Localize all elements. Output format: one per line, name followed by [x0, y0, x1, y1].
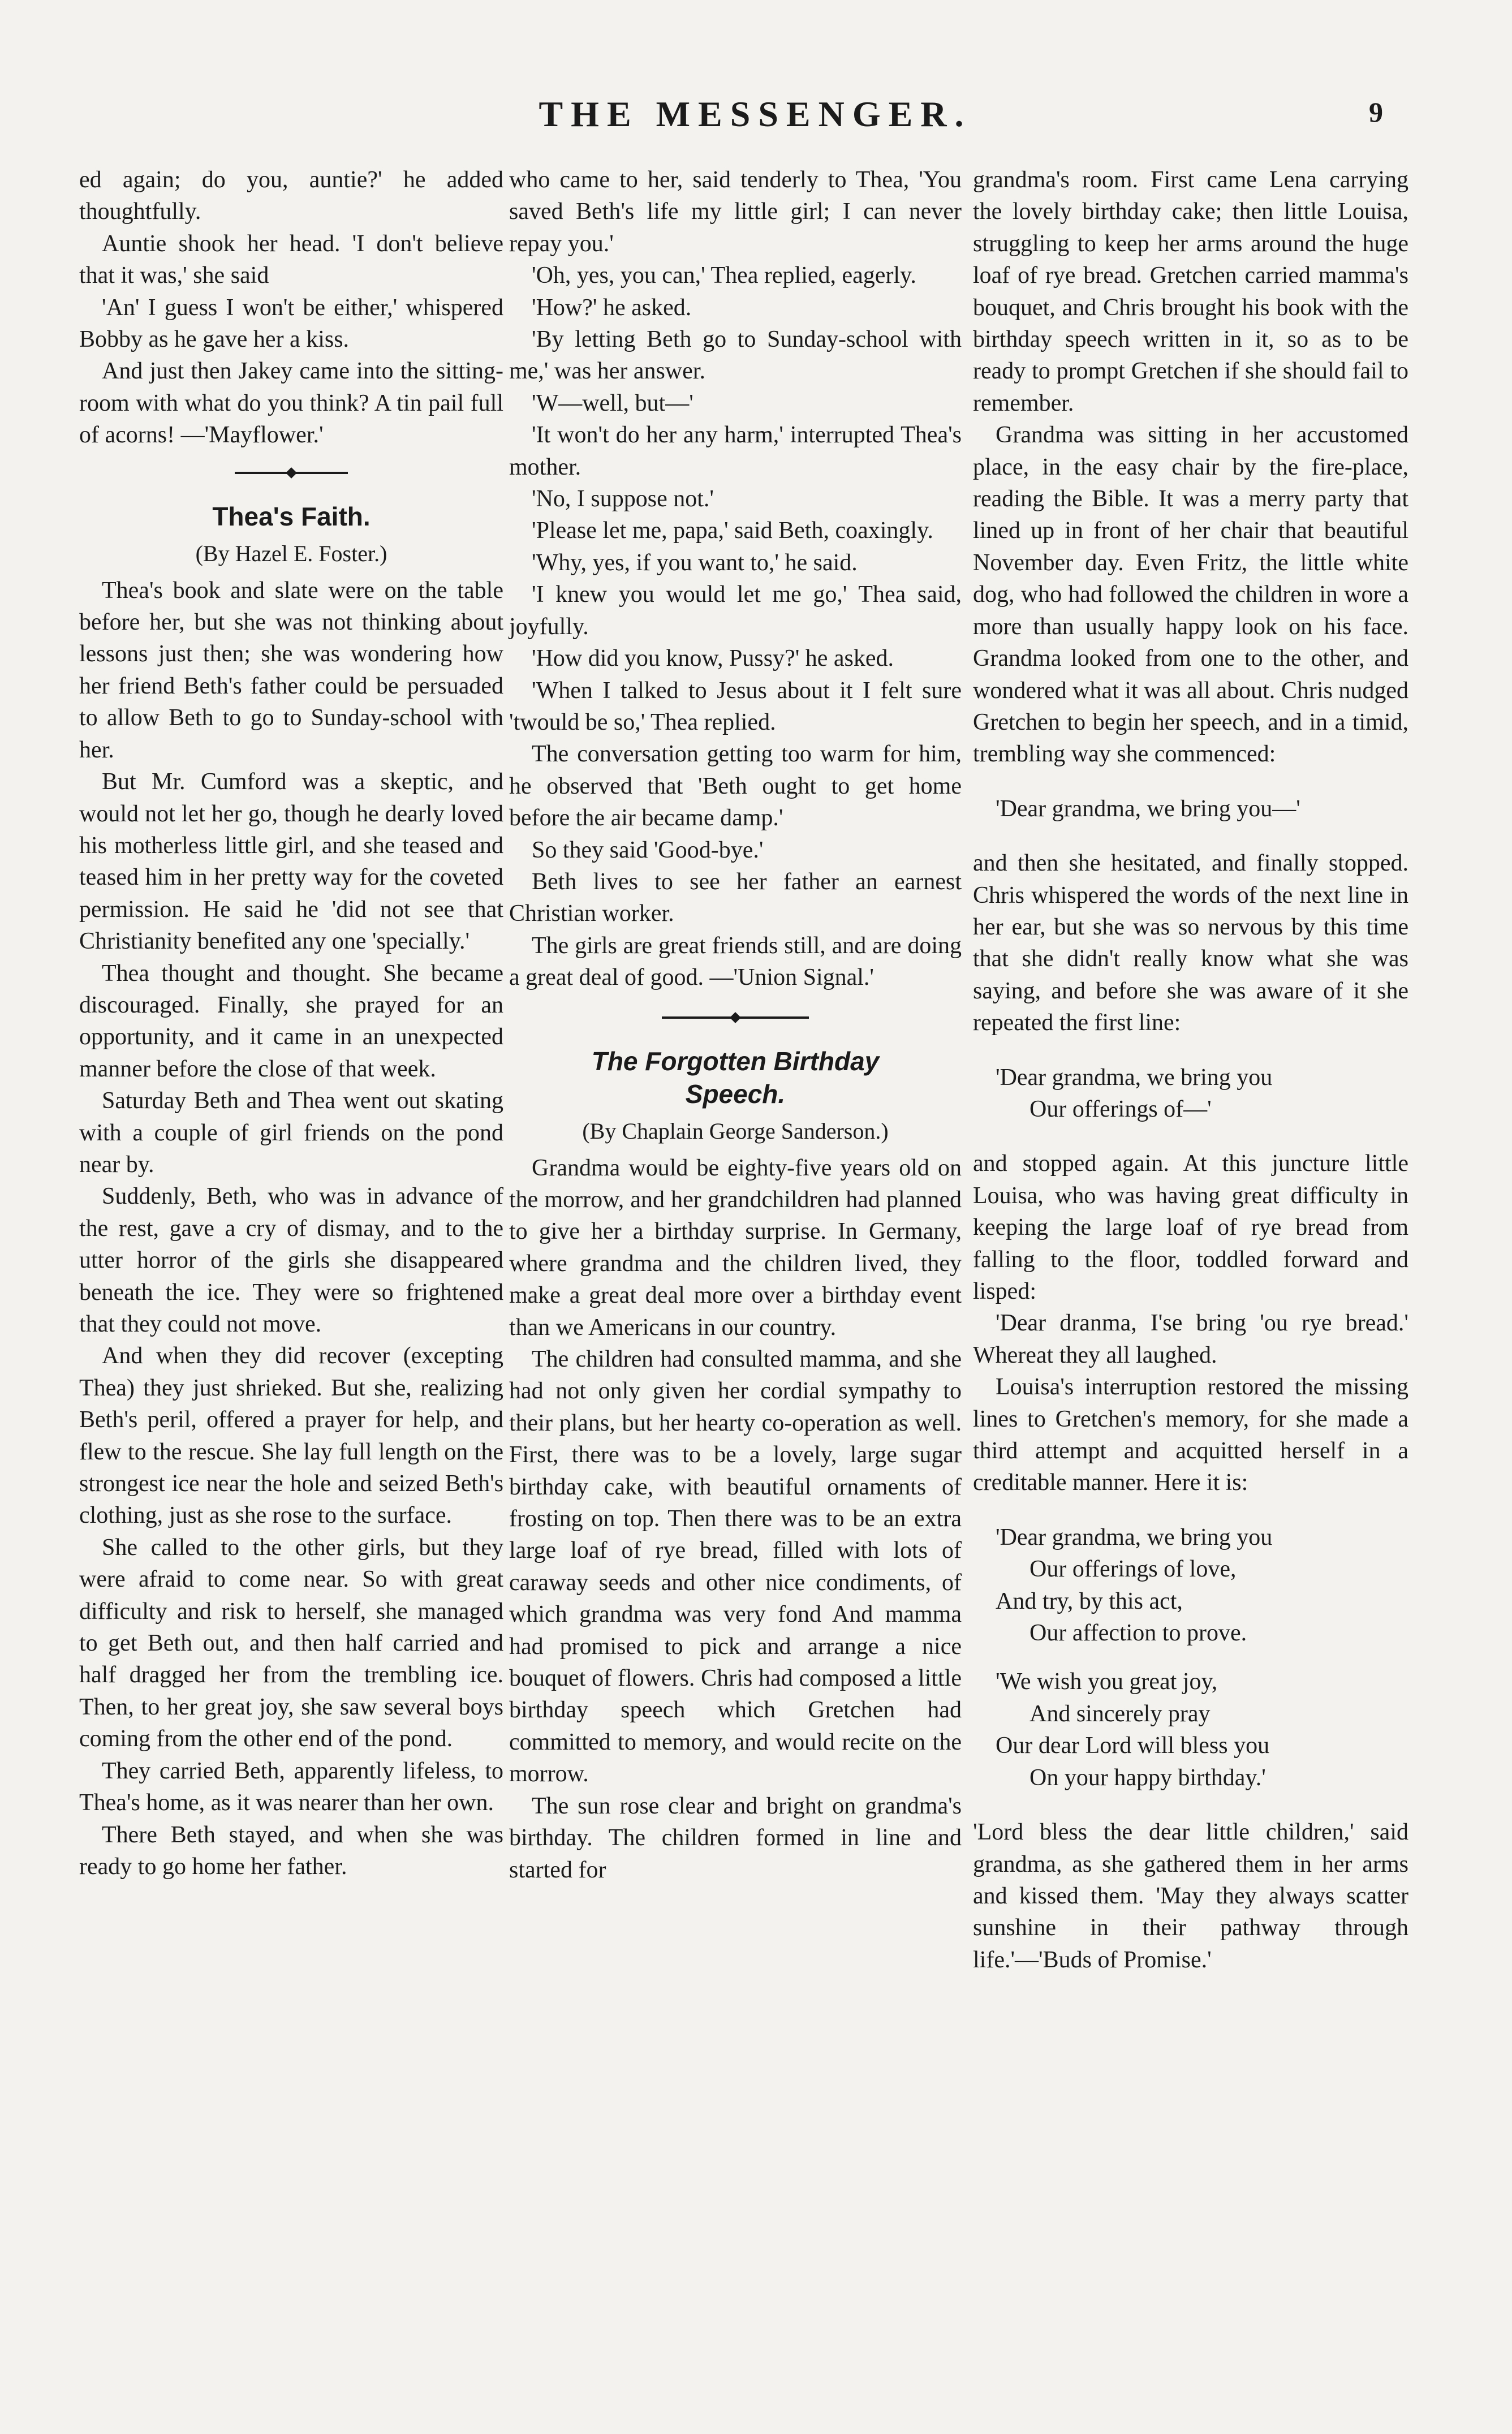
paragraph: 'I knew you would let me go,' Thea said, joyfully. — [509, 581, 962, 640]
paragraph: But Mr. Cumford was a skeptic, and would not let her go, though he dearly loved his motherless little girl, and she teased and teased him in her pretty way for the coveted permission. He said he 'did not see that Christianity benefited any one 'specially.' — [79, 769, 503, 955]
verse-line: Our affection to prove. — [1029, 1620, 1247, 1647]
paragraph: 'How did you know, Pussy?' he asked. — [532, 645, 894, 672]
verse-fragment — [996, 1062, 1408, 1126]
paragraph: 'Why, yes, if you want to,' he said. — [532, 549, 858, 576]
paragraph: Grandma was sitting in her accustomed place, in the easy chair by the fire-place, reading the Bible. It was a merry party that lined up in front of her chair that beautiful November day. Even Fritz, the little white dog, who had followed the children in wore a more than usually happy look on his face. Grandma looked from one to the other, and wondered what it was all about. Chris nudged Gretchen to begin her speech, and in a timid, trembling way she commenced: — [973, 422, 1408, 768]
verse-line: 'Dear grandma, we bring you — [996, 1064, 1273, 1091]
paragraph: who came to her, said tenderly to Thea, 'You saved Beth's life my little girl; I can never repay you.' — [509, 167, 962, 257]
paragraph: 'W—well, but—' — [532, 390, 693, 416]
paragraph: There Beth stayed, and when she was ready to go home her father. — [79, 1821, 503, 1880]
paragraph: And when they did recover (excepting Thea) they just shrieked. But she, realizing Beth's peril, offered a prayer for help, and flew to the rescue. She lay full length on the strongest ice near the hole and seized Beth's clothing, just as she rose to the surface. — [79, 1343, 503, 1529]
paragraph: Beth lives to see her father an earnest Christian worker. — [509, 868, 962, 927]
verse-line: And try, by this act, — [996, 1588, 1183, 1614]
masthead: THE MESSENGER. — [539, 94, 972, 134]
byline: (By Chaplain George Sanderson.) — [582, 1118, 889, 1144]
paragraph: The children had consulted mamma, and she had not only given her cordial sympathy to their plans, but her hearty co-operation as well. First, there was to be a lovely, large sugar birthday cake, with beautiful ornaments of frosting on top. Then there was to be an extra large loaf of rye bread, filled with lots of caraway seeds and other nice condiments, of which grandma was very fond And mamma had promised to pick and arrange a nice bouquet of flowers. Chris had composed a little birthday speech which Gretchen had committed to memory, and would recite on the morrow. — [509, 1346, 962, 1787]
section-divider — [235, 472, 348, 474]
verse-line: And sincerely pray — [1029, 1700, 1211, 1727]
paragraph: Grandma would be eighty-five years old on the morrow, and her grandchildren had planned to give her a birthday surprise. In Germany, where grandma and the children lived, they make a great deal more over a birthday event than we Americans in our country. — [509, 1154, 962, 1341]
column-2 — [509, 164, 962, 1886]
paragraph: 'Please let me, papa,' said Beth, coaxingly. — [532, 518, 933, 544]
column-1 — [79, 164, 503, 1882]
verse-fragment — [996, 793, 1408, 825]
paragraph: 'It won't do her any harm,' interrupted Thea's mother. — [509, 422, 962, 480]
column-3 — [973, 164, 1408, 1976]
paragraph: 'When I talked to Jesus about it I felt sure 'twould be so,' Thea replied. — [509, 677, 962, 735]
paragraph: Thea's book and slate were on the table before her, but she was not thinking about lessons just then; she was wondering how her friend Beth's father could be persuaded to allow Beth to go to Sunday-school with her. — [79, 577, 503, 763]
title-line: The Forgotten Birthday — [591, 1046, 880, 1076]
paragraph: She called to the other girls, but they were afraid to come near. So with great difficulty and risk to herself, she managed to get Beth out, and then half carried and half dragged her from the trembling ice. Then, to her great joy, she saw several boys coming from the other end of the pond. — [79, 1534, 503, 1752]
verse-line: Our offerings of—' — [1029, 1096, 1212, 1122]
paragraph: 'Lord bless the dear little children,' said grandma, as she gathered them in her arms and kissed them. 'May they always scatter sunshine in their pathway through life.'—'Buds of Promise.' — [973, 1819, 1408, 1973]
byline: (By Hazel E. Foster.) — [195, 540, 387, 566]
paragraph: Saturday Beth and Thea went out skating with a couple of girl friends on the pond near by. — [79, 1088, 503, 1178]
paragraph: And just then Jakey came into the sitting-room with what do you think? A tin pail full of acorns! —'Mayflower.' — [79, 358, 503, 449]
poem-stanza — [996, 1522, 1408, 1649]
verse-line: Our dear Lord will bless you — [996, 1733, 1270, 1759]
title-line: Speech. — [685, 1079, 786, 1109]
paragraph: 'By letting Beth go to Sunday-school with me,' was her answer. — [509, 326, 962, 385]
page-number: 9 — [1369, 96, 1383, 128]
verse-line: On your happy birthday.' — [1029, 1764, 1266, 1791]
paragraph: Thea thought and thought. She became discouraged. Finally, she prayed for an opportunity, and it came in an unexpected manner before the close of that week. — [79, 960, 503, 1082]
paragraph: and then she hesitated, and finally stopped. Chris whispered the words of the next line in her ear, but she was so nervous by this time that she didn't really know what she was saying, and before she was aware of it she repeated the first line: — [973, 850, 1408, 1036]
paragraph: So they said 'Good-bye.' — [532, 837, 764, 863]
paragraph: The girls are great friends still, and are doing a great deal of good. —'Union Signal.' — [509, 932, 962, 991]
verse-line: 'Dear grandma, we bring you — [996, 1524, 1273, 1550]
section-divider — [662, 1016, 809, 1019]
page-header — [0, 93, 1512, 150]
paragraph: Louisa's interruption restored the missing lines to Gretchen's memory, for she made a third attempt and acquitted herself in a creditable manner. Here it is: — [973, 1374, 1408, 1496]
paragraph: 'Dear dranma, I'se bring 'ou rye bread.' Whereat they all laughed. — [973, 1310, 1408, 1368]
paragraph: 'No, I suppose not.' — [532, 486, 714, 512]
paragraph: ed again; do you, auntie?' he added thoughtfully. — [79, 167, 503, 225]
verse-line: 'Dear grandma, we bring you—' — [996, 795, 1300, 822]
poem-stanza — [996, 1666, 1408, 1794]
paragraph: 'An' I guess I won't be either,' whispered Bobby as he gave her a kiss. — [79, 294, 503, 353]
paragraph: 'How?' he asked. — [532, 294, 692, 321]
paragraph: and stopped again. At this juncture little Louisa, who was having great difficulty in keeping the large loaf of rye bread from falling to the floor, toddled forward and lisped: — [973, 1151, 1408, 1304]
verse-line: Our offerings of love, — [1029, 1556, 1237, 1583]
story-title-forgotten-birthday-speech — [509, 1045, 962, 1110]
verse-line: 'We wish you great joy, — [996, 1669, 1218, 1695]
story-title-theas-faith: Thea's Faith. — [212, 501, 371, 531]
paragraph: Suddenly, Beth, who was in advance of the rest, gave a cry of dismay, and to the utter horror of the girls she disappeared beneath the ice. They were so frightened that they could not move. — [79, 1183, 503, 1337]
paragraph: They carried Beth, apparently lifeless, to Thea's home, as it was nearer than her own. — [79, 1757, 503, 1816]
paragraph: The conversation getting too warm for him, he observed that 'Beth ought to get home before the air became damp.' — [509, 741, 962, 832]
paragraph: grandma's room. First came Lena carrying the lovely birthday cake; then little Louisa, struggling to keep her arms around the huge loaf of rye bread. Gretchen carried mamma's bouquet, and Chris brought his book with the birthday speech written in it, so as to be ready to prompt Gretchen if she should fail to remember. — [973, 167, 1408, 416]
paragraph: 'Oh, yes, you can,' Thea replied, eagerly. — [532, 262, 916, 289]
paragraph: Auntie shook her head. 'I don't believe that it was,' she said — [79, 230, 503, 289]
paragraph: The sun rose clear and bright on grandma's birthday. The children formed in line and started for — [509, 1793, 962, 1883]
